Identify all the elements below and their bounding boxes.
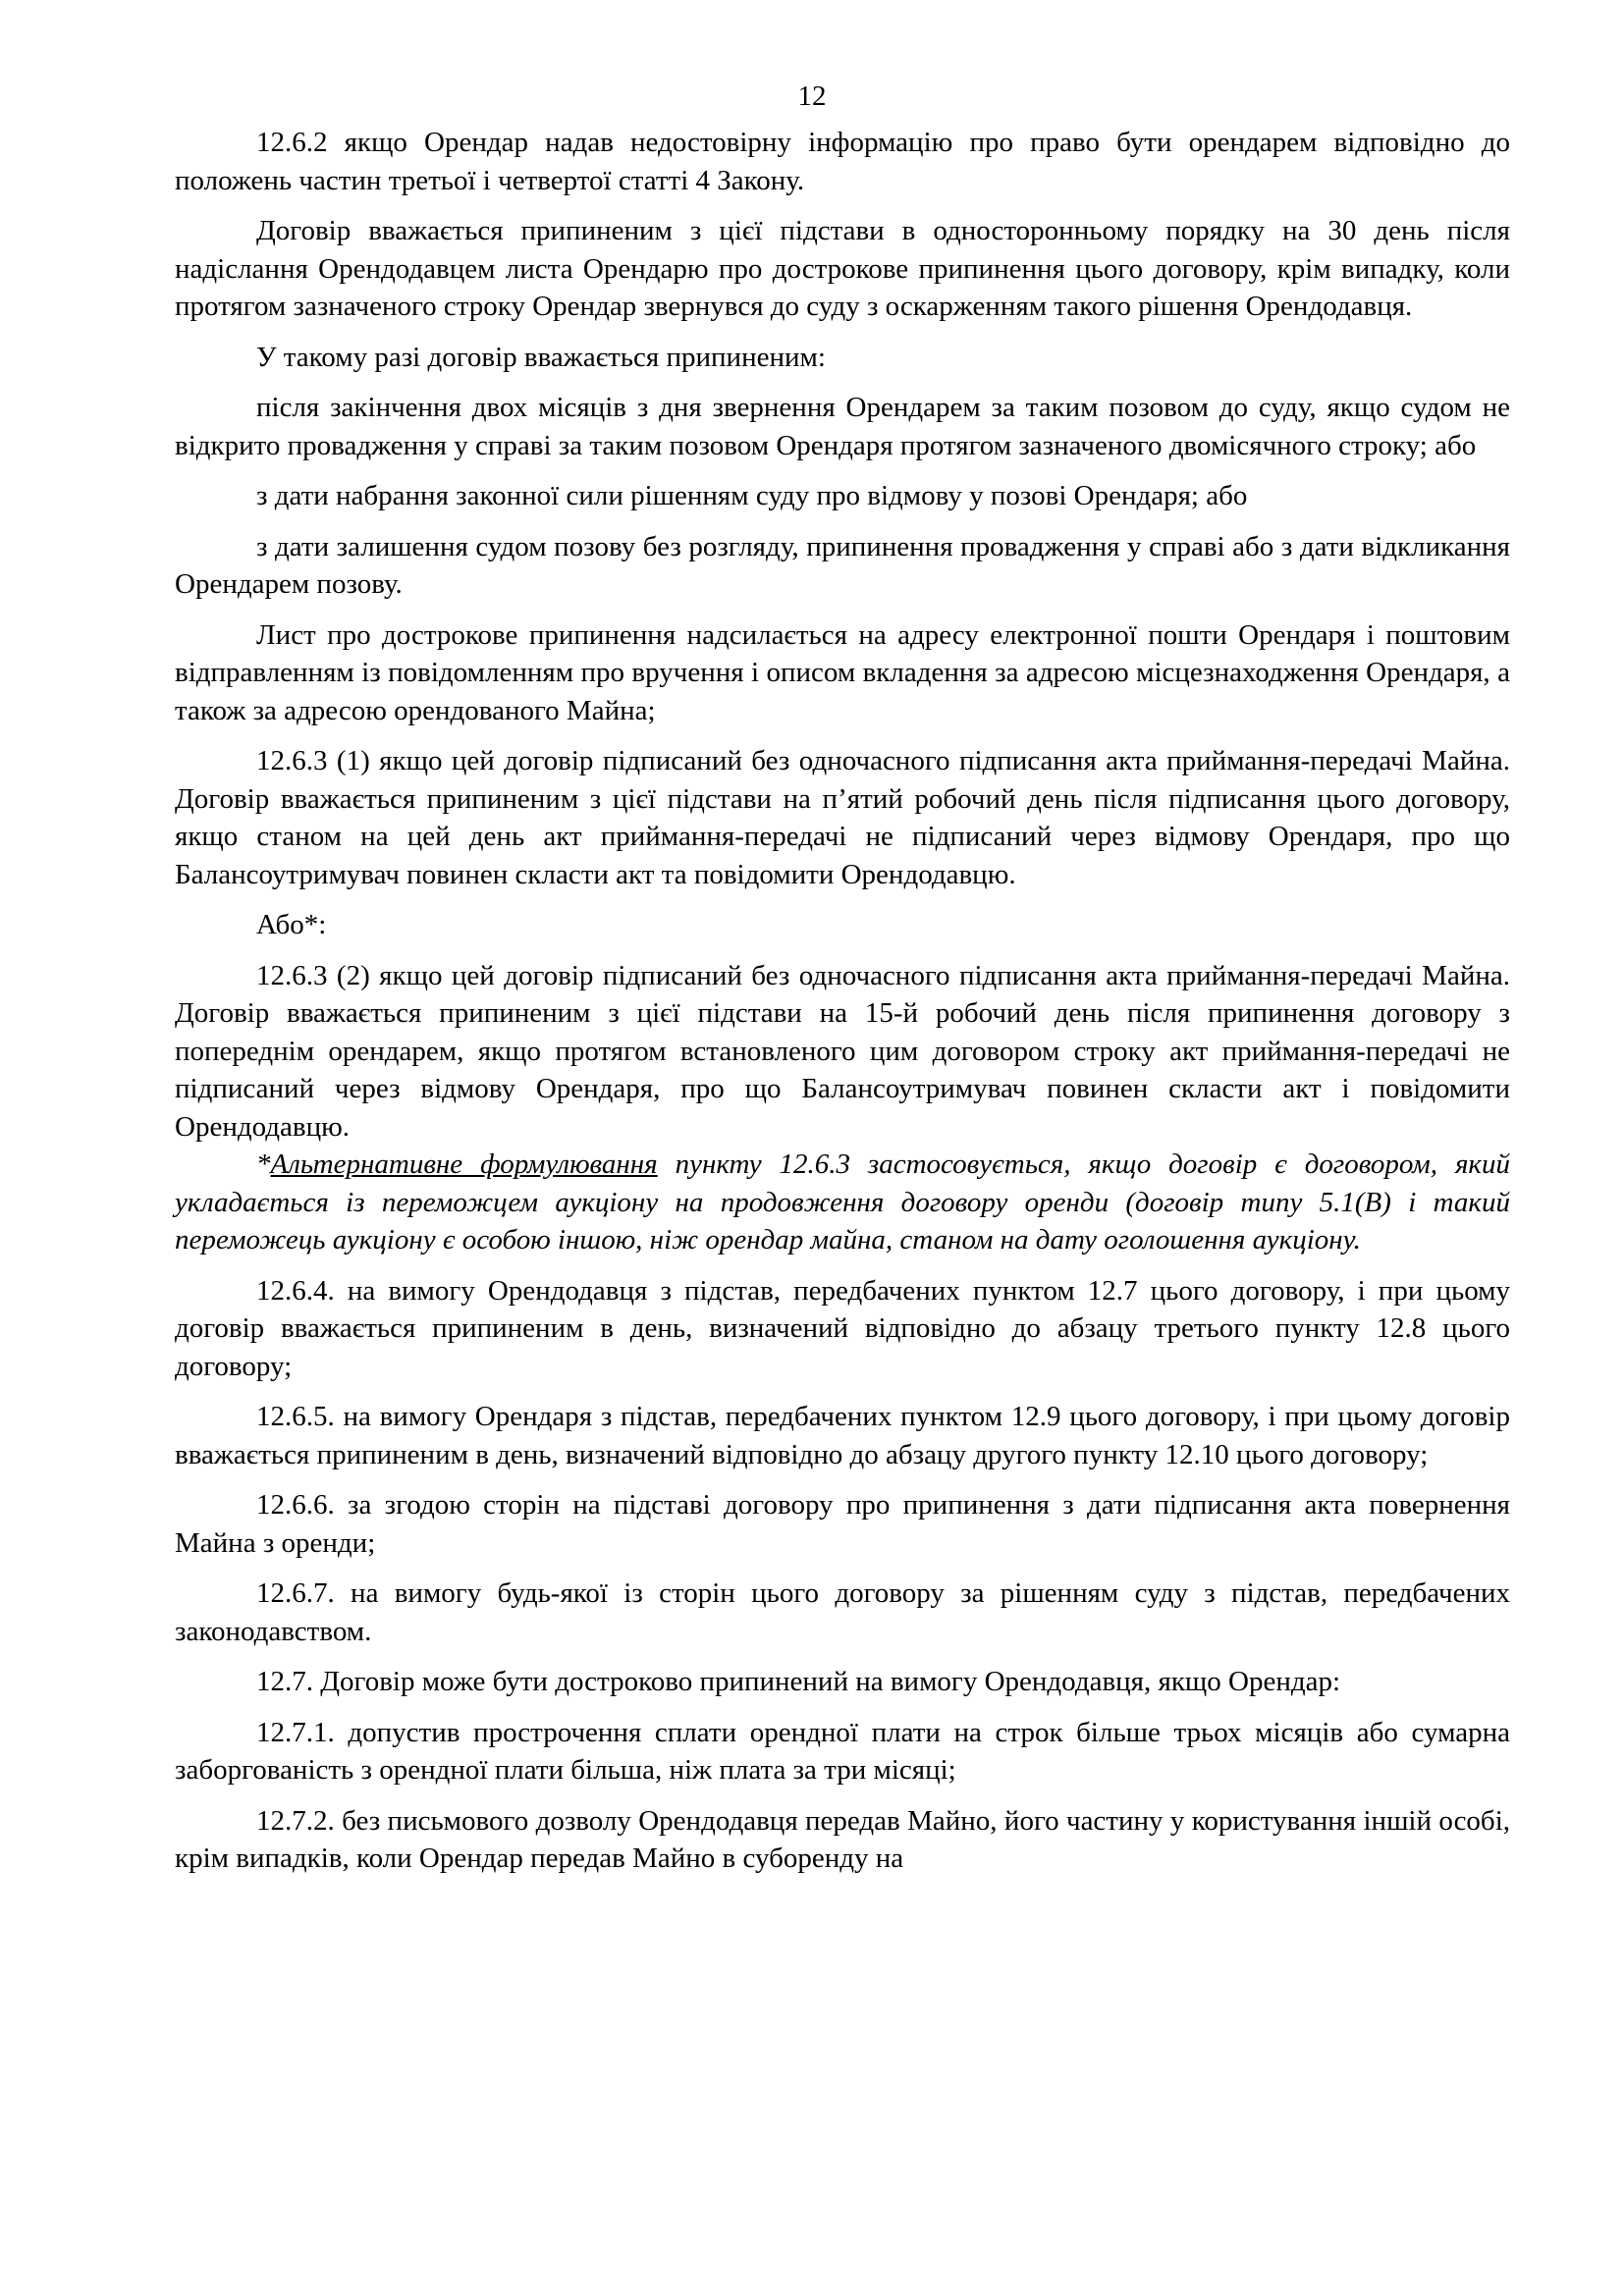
paragraph-12-6-7: 12.6.7. на вимогу будь-якої із сторін цього договору за рішенням суду з підстав, передбачених законодавством.: [175, 1577, 1510, 1647]
paragraph-termination-letter: Лист про дострокове припинення надсилається на адресу електронної пошти Орендаря і поштовим відправленням із повідомленням про вручення і описом вкладення за адресою місцезнаходження Орендаря, а також за адресою орендованого Майна;: [175, 618, 1510, 726]
note-asterisk: *: [256, 1148, 271, 1180]
paragraph-12-6-3-1: 12.6.3 (1) якщо цей договір підписаний без одночасного підписання акта приймання-передачі Майна. Договір вважається припиненим з цієї підстави на п’ятий робочий день після підписання цього договору, якщо станом на цей день акт приймання-передачі не підписаний через відмову Орендаря, про що Балансоутримувач повинен скласти акт та повідомити Орендодавцю.: [175, 745, 1510, 890]
paragraph-termination-30-days: Договір вважається припиненим з цієї підстави в односторонньому порядку на 30 день після надіслання Орендодавцем листа Орендарю про дострокове припинення цього договору, крім випадку, коли протягом зазначеного строку Орендар звернувся до суду з оскарженням такого рішення Орендодавця.: [175, 215, 1510, 322]
paragraph-in-such-case: У такому разі договір вважається припиненим:: [256, 341, 826, 373]
paragraph-12-6-3-2: 12.6.3 (2) якщо цей договір підписаний без одночасного підписання акта приймання-передачі Майна. Договір вважається припиненим з цієї підстави на 15-й робочий день після припинення договору з попереднім орендарем, якщо протягом встановленого цим договором строку акт приймання-передачі не підписаний через відмову Орендаря, про що Балансоутримувач повинен скласти акт і повідомити Орендодавцю.: [175, 959, 1510, 1143]
paragraph-12-7: 12.7. Договір може бути достроково припинений на вимогу Орендодавця, якщо Орендар:: [256, 1666, 1341, 1697]
alternative-wording-note: [175, 1146, 1510, 1259]
paragraph-12-6-4: 12.6.4. на вимогу Орендодавця з підстав, передбачених пунктом 12.7 цього договору, і при цьому договір вважається припиненим в день, визначений відповідно до абзацу третього пункту 12.8 цього договору;: [175, 1274, 1510, 1382]
paragraph-12-6-5: 12.6.5. на вимогу Орендаря з підстав, передбачених пунктом 12.9 цього договору, і при цьому договір вважається припиненим в день, визначений відповідно до абзацу другого пункту 12.10 цього договору;: [175, 1401, 1510, 1470]
note-underlined-term: Альтернативне формулювання: [270, 1148, 658, 1180]
note-text: пункту 12.6.3 застосовується, якщо договір є договором, який укладається із переможцем аукціону на продовження договору оренди (договір типу 5.1(В) і такий переможець аукціону є особою іншою, ніж орендар майна, станом на дату оголошення аукціону.: [175, 1148, 1510, 1255]
paragraph-or: Або*:: [256, 909, 327, 940]
page-number: 12: [797, 80, 827, 112]
paragraph-12-7-1: 12.7.1. допустив прострочення сплати орендної плати на строк більше трьох місяців або сумарна заборгованість з орендної плати більша, ніж плата за три місяці;: [175, 1716, 1510, 1786]
paragraph-court-decision: з дати набрання законної сили рішенням суду про відмову у позові Орендаря; або: [256, 480, 1248, 511]
paragraph-after-two-months: після закінчення двох місяців з дня звернення Орендарем за таким позовом до суду, якщо судом не відкрито провадження у справі за таким позовом Орендаря протягом зазначеного двомісячного строку; або: [175, 392, 1510, 461]
paragraph-12-6-6: 12.6.6. за згодою сторін на підставі договору про припинення з дати підписання акта повернення Майна з оренди;: [175, 1489, 1510, 1559]
paragraph-12-7-2: 12.7.2. без письмового дозволу Орендодавця передав Майно, його частину у користування іншій особі, крім випадків, коли Орендар передав Майно в суборенду на: [175, 1804, 1510, 1874]
paragraph-claim-without-consideration: з дати залишення судом позову без розгляду, припинення провадження у справі або з дати відкликання Орендарем позову.: [175, 530, 1510, 600]
paragraph-12-6-2: 12.6.2 якщо Орендар надав недостовірну інформацію про право бути орендарем відповідно до положень частин третьої і четвертої статті 4 Закону.: [175, 127, 1510, 196]
document-body: [175, 124, 1510, 1891]
